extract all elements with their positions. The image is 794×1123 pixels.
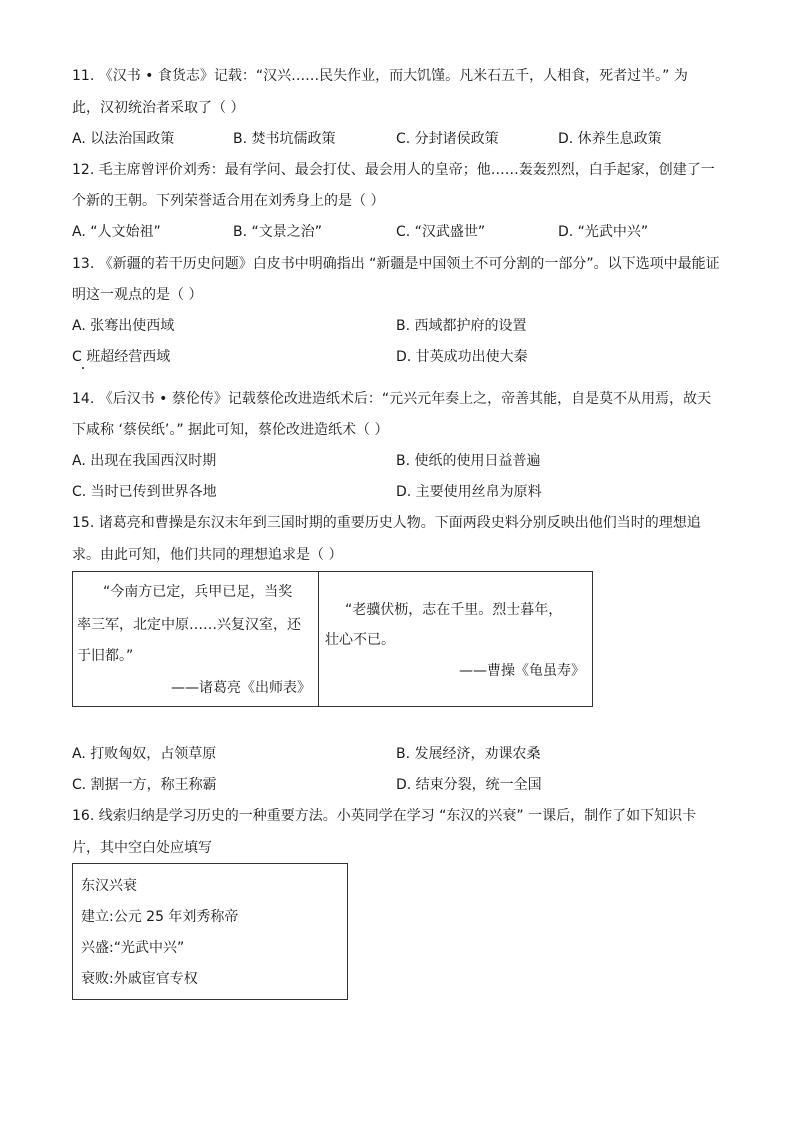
q15-stem-line1: 15. 诸葛亮和曹操是东汉末年到三国时期的重要历史人物。下面两段史料分别反映出他们当时的理想追 [72, 515, 701, 531]
q14-option-c: C. 当时已传到世界各地 [72, 484, 217, 500]
q12-option-b: B. “文景之治” [233, 224, 323, 240]
q15-option-a: A. 打败匈奴，占领草原 [72, 746, 217, 762]
q16-stem-line1: 16. 线索归纳是学习历史的一种重要方法。小英同学在学习 “东汉的兴衰” 一课后，制作了如下知识卡 [72, 808, 697, 824]
q12-option-c: C. “汉武盛世” [396, 224, 486, 240]
q13-stem-line2: 明这一观点的是（ ） [72, 287, 203, 303]
q15-zhuge-quote-line3: 于旧都。” [77, 648, 134, 664]
q12-stem-line1: 12. 毛主席曾评价刘秀：最有学问、最会打仗、最会用人的皇帝；他……轰轰烈烈，白手起家，创建了一 [72, 162, 715, 178]
q11-stem-line1: 11. 《汉书 • 食货志》记载：“汉兴……民失作业，而大饥馑。凡米石五千，人相食，死者过半。” 为 [72, 68, 688, 84]
q15-option-c: C. 割据一方，称王称霸 [72, 777, 217, 793]
q13-option-c: C 班超经营西域 [72, 349, 171, 365]
q12-option-d: D. “光武中兴” [558, 224, 649, 240]
q11-stem-line2: 此，汉初统治者采取了（ ） [72, 100, 245, 116]
q15-zhuge-quote-line1: “今南方已定，兵甲已足，当奖 [103, 584, 293, 600]
q15-stem-line2: 求。由此可知，他们共同的理想追求是（ ） [72, 547, 343, 563]
q13-stem-line1: 13. 《新疆的若干历史问题》白皮书中明确指出 “新疆是中国领土不可分割的一部分”。以下选项中最能证 [72, 256, 720, 272]
q15-option-d: D. 结束分裂，统一全国 [396, 777, 542, 793]
q16-card-founding: 建立:公元 25 年刘秀称帝 [81, 909, 239, 925]
q13-option-b: B. 西域都护府的设置 [396, 318, 527, 334]
q15-caocao-quote-line1: “老骥伏枥，志在千里。烈士暮年， [345, 602, 563, 618]
q15-source-cell-caocao [319, 572, 592, 706]
q16-card-title: 东汉兴衰 [81, 878, 137, 894]
q16-card-decline: 衰败:外戚宦官专权 [81, 971, 198, 987]
q15-zhuge-source: ——诸葛亮《出师表》 [171, 680, 311, 696]
q11-option-d: D. 休养生息政策 [558, 131, 662, 147]
q15-option-b: B. 发展经济，劝课农桑 [396, 746, 541, 762]
q11-option-c: C. 分封诸侯政策 [396, 131, 499, 147]
q11-option-a: A. 以法治国政策 [72, 131, 175, 147]
q15-zhuge-quote-line2: 率三军，北定中原……兴复汉室，还 [77, 617, 301, 633]
q16-card-prosperity: 兴盛:“光武中兴” [81, 940, 185, 956]
q16-stem-line2: 片，其中空白处应填写 [72, 840, 212, 856]
q15-source-table [72, 571, 593, 707]
q14-option-a: A. 出现在我国西汉时期 [72, 453, 217, 469]
q14-option-b: B. 使纸的使用日益普遍 [396, 453, 541, 469]
stray-dot-mark [82, 367, 84, 369]
q11-option-b: B. 焚书坑儒政策 [233, 131, 336, 147]
q12-stem-line2: 个新的王朝。下列荣誉适合用在刘秀身上的是（ ） [72, 193, 385, 209]
q14-stem-line2: 下咸称 ‘蔡侯纸’。” 据此可知，蔡伦改进造纸术（ ） [72, 422, 389, 438]
q15-caocao-quote-line2: 壮心不已。 [325, 632, 395, 648]
q12-option-a: A. “人文始祖” [72, 224, 161, 240]
q13-option-a: A. 张骞出使西域 [72, 318, 175, 334]
q14-stem-line1: 14. 《后汉书 • 蔡伦传》记载蔡伦改进造纸术后：“元兴元年奏上之，帝善其能，自是莫不从用焉，故天 [72, 391, 712, 407]
q13-option-d: D. 甘英成功出使大秦 [396, 349, 528, 365]
q14-option-d: D. 主要使用丝帛为原料 [396, 484, 542, 500]
q15-caocao-source: ——曹操《龟虽寿》 [459, 663, 585, 679]
q15-source-cell-zhuge [73, 572, 319, 706]
q16-knowledge-card [72, 863, 348, 1000]
